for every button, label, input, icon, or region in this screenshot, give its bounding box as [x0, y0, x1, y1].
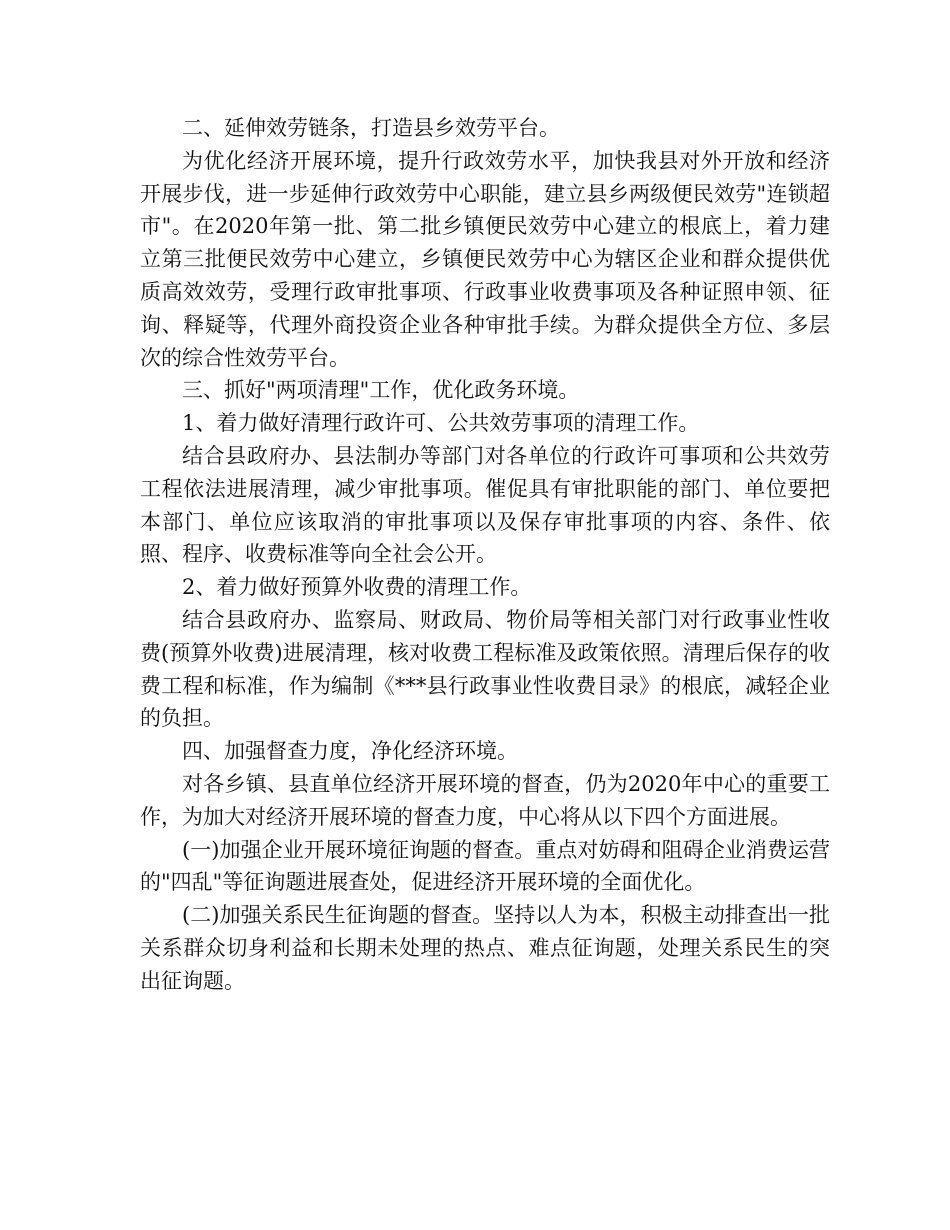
document-body	[140, 112, 830, 998]
paragraph-section-4-heading: 四、加强督查力度，净化经济环境。	[182, 739, 518, 764]
paragraph-subitem-2: (二)加强关系民生征询题的督查。坚持以人为本，积极主动排查出一批关系群众切身利益和长期未处理的热点、难点征询题，处理关系民生的突出征询题。	[140, 903, 830, 993]
paragraph-section-3-heading: 三、抓好"两项清理"工作，优化政务环境。	[182, 378, 580, 403]
paragraph-section-2-heading: 二、延伸效劳链条，打造县乡效劳平台。	[182, 116, 560, 140]
paragraph-item-1-heading: 1、着力做好清理行政许可、公共效劳事项的清理工作。	[182, 411, 700, 436]
paragraph-section-4-body: 对各乡镇、县直单位经济开展环境的督查，仍为2020年中心的重要工作，为加大对经济开展环境的督查力度，中心将从以下四个方面进展。	[140, 771, 830, 829]
paragraph-item-1-body: 结合县政府办、县法制办等部门对各单位的行政许可事项和公共效劳工程依法进展清理，减少审批事项。催促具有审批职能的部门、单位要把本部门、单位应该取消的审批事项以及保存审批事项的内容、条件、依照、程序、收费标准等向全社会公开。	[140, 443, 830, 567]
paragraph-item-2-heading: 2、着力做好预算外收费的清理工作。	[182, 575, 532, 600]
paragraph-subitem-1: (一)加强企业开展环境征询题的督查。重点对妨碍和阻碍企业消费运营的"四乱"等征询题进展查处，促进经济开展环境的全面优化。	[140, 837, 830, 895]
paragraph-section-2-body: 为优化经济开展环境，提升行政效劳水平，加快我县对外开放和经济开展步伐，进一步延伸行政效劳中心职能，建立县乡两级便民效劳"连锁超市"。在2020年第一批、第二批乡镇便民效劳中心建立的根底上，着力建立第三批便民效劳中心建立，乡镇便民效劳中心为辖区企业和群众提供优质高效效劳，受理行政审批事项、行政事业收费事项及各种证照申领、征询、释疑等，代理外商投资企业各种审批手续。为群众提供全方位、多层次的综合性效劳平台。	[140, 148, 830, 370]
paragraph-item-2-body: 结合县政府办、监察局、财政局、物价局等相关部门对行政事业性收费(预算外收费)进展清理，核对收费工程标准及政策依照。清理后保存的收费工程和标准，作为编制《***县行政事业性收费目录》的根底，减轻企业的负担。	[140, 607, 830, 731]
